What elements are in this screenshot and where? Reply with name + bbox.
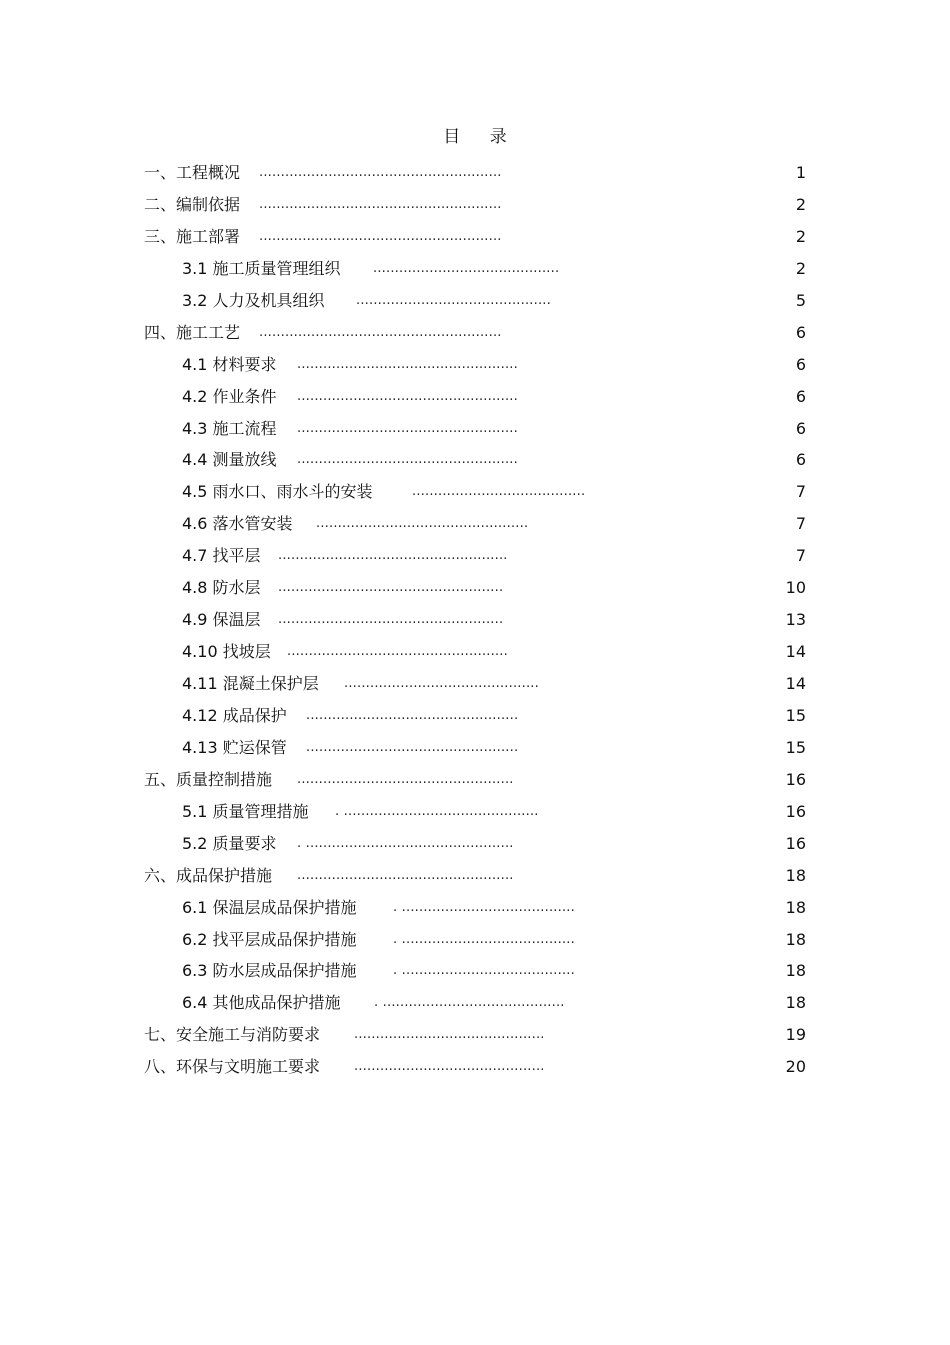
- toc-entry: [0, 1019, 950, 1051]
- toc-entry: [0, 924, 950, 956]
- toc-entry-label: 4.2 作业条件: [182, 386, 277, 406]
- toc-dot-leader: ............................................: [354, 1059, 545, 1075]
- toc-entry-label: 3.2 人力及机具组织: [182, 290, 325, 310]
- toc-entry: [0, 221, 950, 253]
- toc-entry: [0, 508, 950, 540]
- toc-entry-page-number: 15: [785, 737, 806, 757]
- toc-entry-label: 5.2 质量要求: [182, 833, 277, 853]
- toc-entry-page-number: 13: [785, 610, 806, 630]
- toc-entry-page-number: 15: [785, 705, 806, 725]
- toc-dot-leader: ...................................................: [297, 388, 518, 404]
- toc-entry: [0, 1051, 950, 1083]
- toc-entry-page-number: 2: [795, 258, 806, 278]
- toc-entry-page-number: 18: [785, 961, 806, 981]
- toc-dot-leader: ........................................................: [259, 165, 502, 180]
- toc-entry-label: 4.5 雨水口、雨水斗的安装: [182, 482, 373, 502]
- toc-entry-page-number: 18: [785, 897, 806, 917]
- toc-dot-leader: ....................................................: [278, 612, 504, 628]
- toc-entry-page-number: 1: [795, 163, 806, 182]
- toc-entry-label: 八、环保与文明施工要求: [144, 1057, 321, 1077]
- toc-entry: [0, 157, 950, 189]
- toc-entry-page-number: 5: [795, 290, 806, 310]
- toc-dot-leader: ...................................................: [287, 644, 508, 660]
- toc-entry-page-number: 16: [785, 801, 806, 821]
- toc-entry-page-number: 19: [785, 1025, 806, 1045]
- toc-entry-label: 6.3 防水层成品保护措施: [182, 961, 357, 981]
- toc-entry-label: 四、施工工艺: [144, 322, 241, 342]
- toc-entry-page-number: 16: [785, 769, 806, 789]
- toc-entry-label: 4.9 保温层: [182, 610, 261, 630]
- toc-entry-page-number: 10: [785, 578, 806, 598]
- toc-entry: [0, 955, 950, 987]
- toc-entry: [0, 189, 950, 221]
- toc-dot-leader: . ........................................: [393, 931, 575, 947]
- toc-dot-leader: ...................................................: [297, 452, 518, 468]
- toc-entry-label: 4.1 材料要求: [182, 354, 277, 374]
- toc-entry-label: 4.6 落水管安装: [182, 514, 293, 534]
- toc-entry: [0, 668, 950, 700]
- toc-dot-leader: ...........................................: [373, 260, 560, 276]
- toc-entry: [0, 285, 950, 317]
- toc-entry: [0, 636, 950, 668]
- toc-dot-leader: . ..........................................: [374, 995, 565, 1011]
- toc-entry: [0, 572, 950, 604]
- toc-entry-page-number: 18: [785, 865, 806, 885]
- toc-entry: [0, 732, 950, 764]
- toc-entry: [0, 860, 950, 892]
- toc-entry: [0, 604, 950, 636]
- toc-entry-label: 七、安全施工与消防要求: [144, 1025, 321, 1045]
- toc-dot-leader: ........................................................: [259, 196, 502, 212]
- toc-entry: [0, 892, 950, 924]
- toc-dot-leader: ....................................................: [278, 580, 504, 596]
- toc-dot-leader: .................................................: [306, 707, 519, 723]
- toc-entry-label: 5.1 质量管理措施: [182, 801, 309, 821]
- toc-entry-label: 4.13 贮运保管: [182, 737, 287, 757]
- toc-entry-page-number: 6: [795, 386, 806, 406]
- toc-entry: [0, 381, 950, 413]
- toc-dot-leader: ...................................................: [297, 356, 518, 372]
- toc-entry-page-number: 14: [785, 642, 806, 662]
- toc-entry-page-number: 2: [795, 194, 806, 214]
- toc-entry-page-number: 20: [785, 1057, 806, 1077]
- toc-entry-page-number: 7: [795, 482, 806, 502]
- toc-entry: [0, 317, 950, 349]
- toc-dot-leader: .............................................: [344, 676, 539, 691]
- toc-dot-leader: ...................................................: [297, 420, 518, 436]
- toc-entry-label: 4.11 混凝土保护层: [182, 674, 319, 693]
- toc-dot-leader: ........................................................: [259, 228, 502, 244]
- toc-dot-leader: ............................................: [354, 1027, 545, 1043]
- toc-entry-label: 4.4 测量放线: [182, 450, 277, 470]
- toc-entry-label: 4.7 找平层: [182, 546, 261, 566]
- toc-entry: [0, 476, 950, 508]
- toc-entry: [0, 796, 950, 828]
- toc-entry-page-number: 7: [795, 546, 806, 566]
- toc-dot-leader: . .............................................: [335, 803, 539, 819]
- toc-entry-label: 二、编制依据: [144, 194, 241, 214]
- toc-dot-leader: .............................................: [356, 292, 551, 308]
- toc-entry-page-number: 6: [795, 418, 806, 438]
- toc-entry-label: 6.2 找平层成品保护措施: [182, 929, 357, 949]
- toc-entry: [0, 540, 950, 572]
- toc-entry: [0, 413, 950, 445]
- toc-entry-page-number: 6: [795, 354, 806, 374]
- toc-entry-label: 6.4 其他成品保护措施: [182, 993, 341, 1013]
- toc-entry-page-number: 7: [795, 514, 806, 534]
- toc-entry-label: 五、质量控制措施: [144, 769, 273, 789]
- toc-entry-label: 6.1 保温层成品保护措施: [182, 897, 357, 917]
- toc-entry-label: 4.12 成品保护: [182, 705, 287, 725]
- toc-entry: [0, 700, 950, 732]
- toc-entry-label: 3.1 施工质量管理组织: [182, 258, 341, 278]
- toc-dot-leader: . ........................................: [393, 963, 575, 979]
- toc-entry-label: 4.10 找坡层: [182, 642, 271, 662]
- toc-title: 目 录: [443, 127, 519, 147]
- toc-entry-label: 4.8 防水层: [182, 578, 261, 598]
- toc-dot-leader: . ........................................: [393, 899, 575, 915]
- toc-entry: [0, 349, 950, 381]
- toc-entry-page-number: 18: [785, 993, 806, 1013]
- toc-list: [0, 157, 950, 1083]
- toc-dot-leader: .................................................: [306, 739, 519, 755]
- toc-entry: [0, 987, 950, 1019]
- toc-entry: [0, 253, 950, 285]
- toc-entry-page-number: 2: [795, 226, 806, 246]
- toc-entry-label: 一、工程概况: [144, 163, 241, 182]
- toc-entry-page-number: 18: [785, 929, 806, 949]
- toc-entry-label: 三、施工部署: [144, 226, 241, 246]
- toc-entry-label: 4.3 施工流程: [182, 418, 277, 438]
- toc-dot-leader: . ................................................: [297, 835, 514, 851]
- toc-dot-leader: .....................................................: [278, 548, 508, 564]
- toc-entry-page-number: 16: [785, 833, 806, 853]
- toc-entry: [0, 444, 950, 476]
- toc-entry: [0, 764, 950, 796]
- toc-entry-page-number: 6: [795, 322, 806, 342]
- toc-entry-page-number: 6: [795, 450, 806, 470]
- toc-dot-leader: ........................................................: [259, 324, 502, 340]
- toc-dot-leader: ..................................................: [297, 867, 514, 883]
- toc-dot-leader: .................................................: [316, 516, 529, 532]
- toc-entry-label: 六、成品保护措施: [144, 865, 273, 885]
- toc-dot-leader: ........................................: [412, 484, 586, 500]
- toc-entry-page-number: 14: [785, 674, 806, 693]
- toc-entry: [0, 828, 950, 860]
- toc-dot-leader: ..................................................: [297, 771, 514, 787]
